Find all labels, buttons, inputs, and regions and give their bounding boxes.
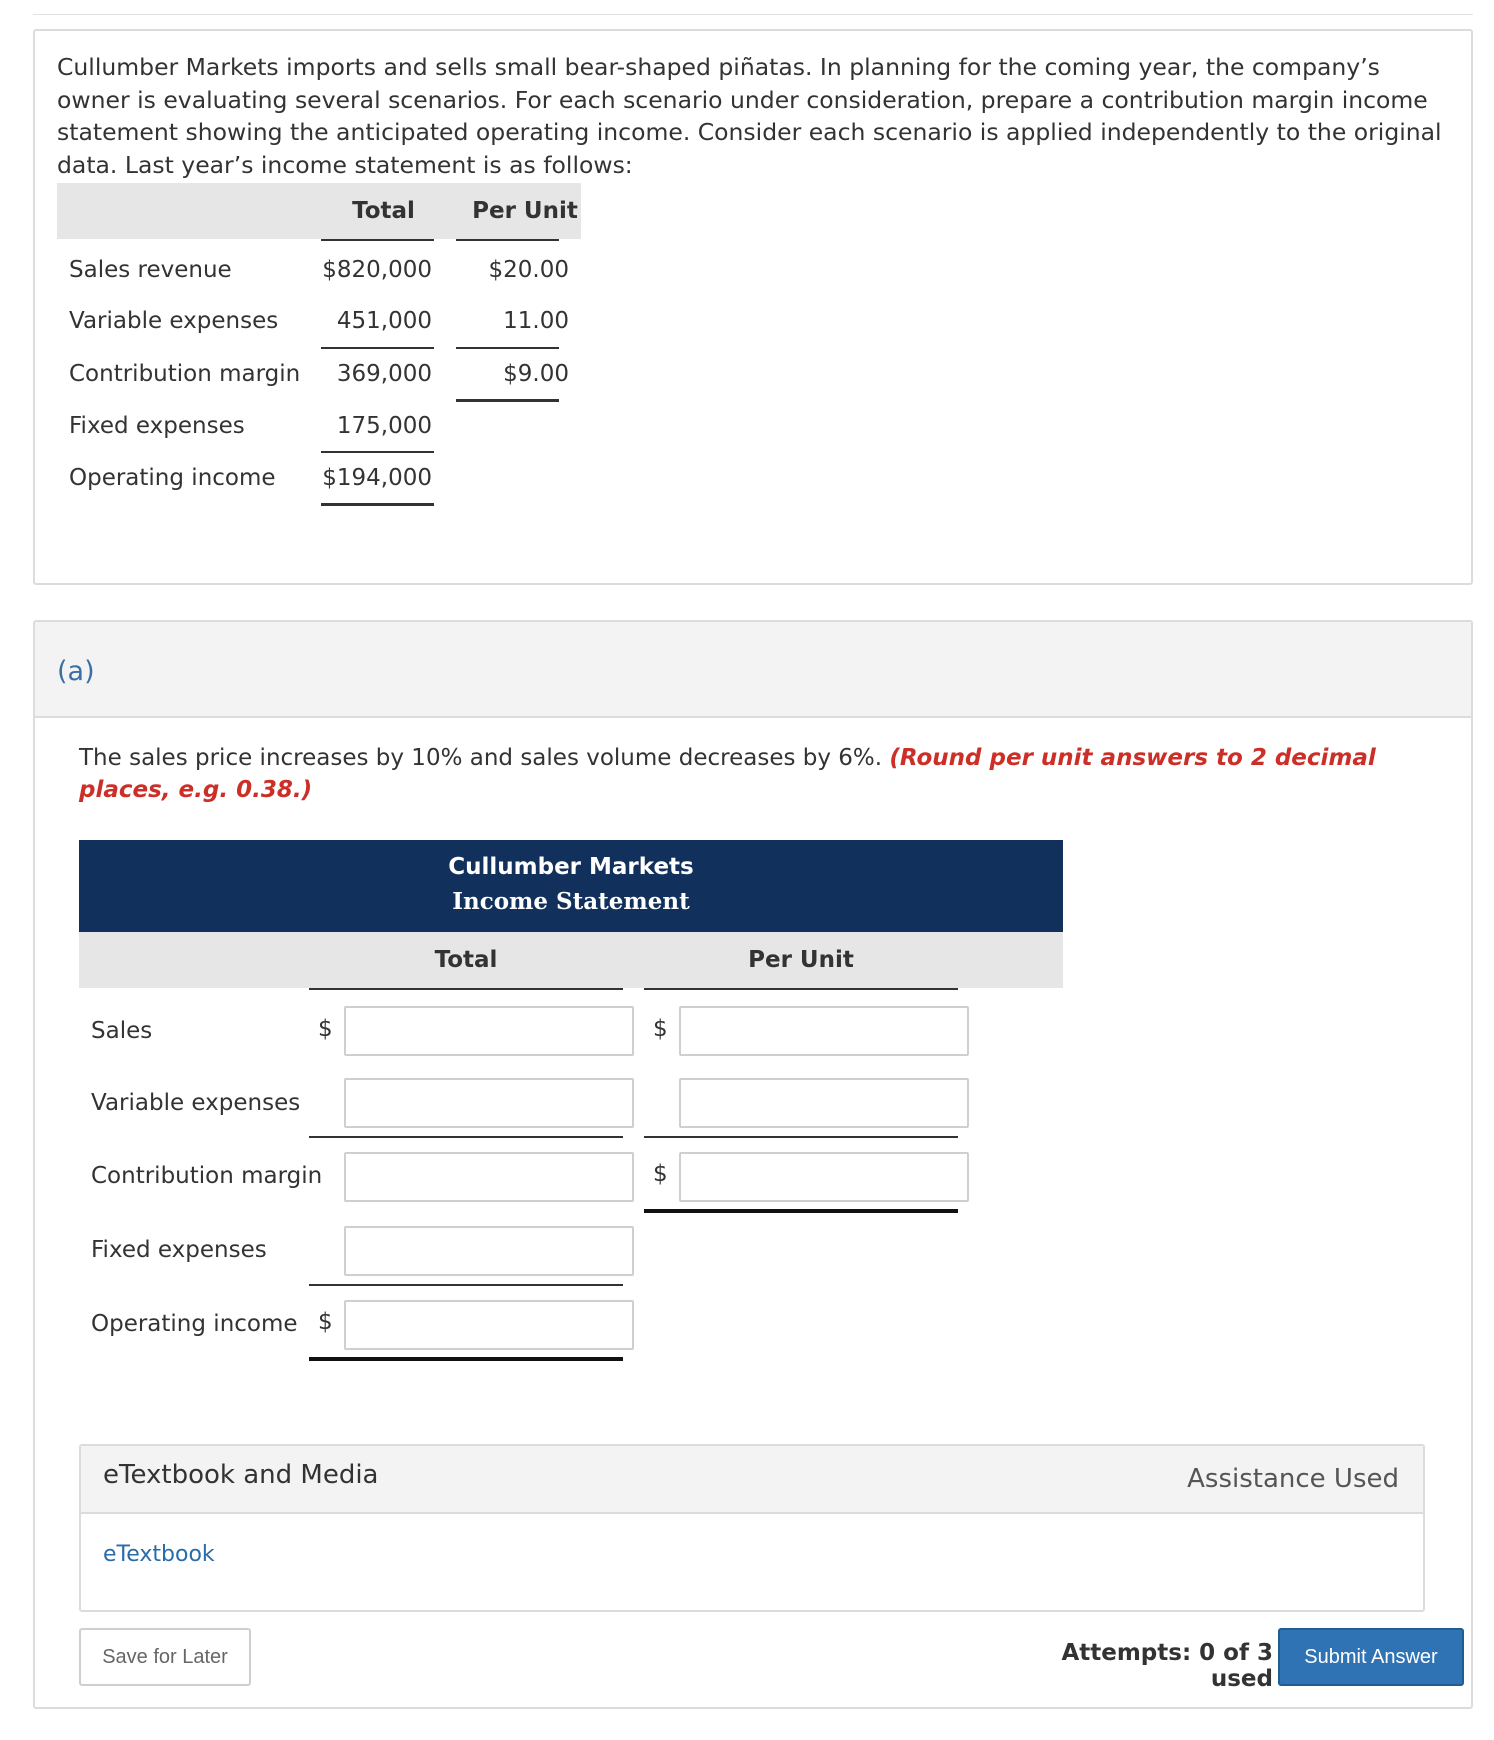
value-cm-per-unit: $9.00 (503, 361, 569, 387)
income-statement-header (79, 840, 1063, 932)
answer-row-label-fixed-expenses: Fixed expenses (91, 1237, 267, 1263)
part-label: (a) (57, 656, 95, 687)
statement-title: Income Statement (452, 888, 690, 915)
row-label-variable-expenses: Variable expenses (69, 308, 279, 334)
value-variable-per-unit: 11.00 (503, 308, 569, 334)
column-header-per-unit: Per Unit (472, 198, 578, 224)
answer-row-label-contribution-margin: Contribution margin (91, 1163, 323, 1189)
value-sales-per-unit: $20.00 (488, 257, 569, 283)
dollar-sign: $ (653, 1161, 668, 1187)
contribution-margin-total-input[interactable] (344, 1152, 634, 1202)
contribution-margin-per-unit-input[interactable] (679, 1152, 969, 1202)
dollar-sign: $ (318, 1016, 333, 1042)
part-a-question (79, 742, 1409, 806)
header-rule-per-unit (644, 988, 958, 990)
sales-per-unit-input[interactable] (679, 1006, 969, 1056)
variable-expenses-total-input[interactable] (344, 1078, 634, 1128)
sales-total-input[interactable] (344, 1006, 634, 1056)
double-rule-per-unit (456, 399, 559, 402)
answer-column-total: Total (434, 947, 498, 973)
etextbook-title: eTextbook and Media (103, 1460, 379, 1490)
top-divider (33, 14, 1473, 15)
header-rule-total (309, 988, 623, 990)
subtotal-rule-total (309, 1136, 623, 1138)
answer-row-label-variable-expenses: Variable expenses (91, 1090, 301, 1116)
subtotal-rule-per-unit (456, 347, 559, 349)
part-a-header (35, 622, 1471, 718)
answer-row-label-sales: Sales (91, 1018, 153, 1044)
dollar-sign: $ (653, 1016, 668, 1042)
dollar-sign: $ (318, 1309, 333, 1335)
etextbook-panel-header (81, 1446, 1423, 1514)
assistance-used-label: Assistance Used (1187, 1464, 1399, 1494)
question-text: The sales price increases by 10% and sales volume decreases by 6%. (79, 745, 883, 771)
part-a-card (33, 620, 1473, 1709)
answer-row-label-operating-income: Operating income (91, 1311, 298, 1337)
operating-income-total-input[interactable] (344, 1300, 634, 1350)
row-label-fixed-expenses: Fixed expenses (69, 413, 245, 439)
subtotal-rule-fixed (309, 1284, 623, 1286)
column-header-total: Total (352, 198, 415, 224)
header-rule-per-unit (456, 239, 559, 241)
variable-expenses-per-unit-input[interactable] (679, 1078, 969, 1128)
save-for-later-button[interactable]: Save for Later (79, 1628, 251, 1686)
subtotal-rule-total (321, 347, 434, 349)
etextbook-link[interactable]: eTextbook (103, 1542, 215, 1567)
double-rule-operating-income (321, 503, 434, 506)
row-label-operating-income: Operating income (69, 465, 276, 491)
value-operating-income-total: $194,000 (322, 465, 432, 491)
double-rule-operating-income (309, 1357, 623, 1361)
value-fixed-total: 175,000 (336, 413, 432, 439)
attempts-counter: Attempts: 0 of 3 used (1061, 1640, 1273, 1692)
fixed-expenses-total-input[interactable] (344, 1226, 634, 1276)
submit-answer-button[interactable]: Submit Answer (1278, 1628, 1464, 1686)
company-name: Cullumber Markets (448, 854, 694, 880)
subtotal-rule-fixed (321, 451, 434, 453)
answer-column-per-unit: Per Unit (748, 947, 854, 973)
rounding-instruction: (Round per unit answers to 2 decimal places, e.g. 0.38.) (79, 745, 1376, 803)
problem-intro: Cullumber Markets imports and sells small bear-shaped piñatas. In planning for the coming year, the company’s owner is evaluating several scenarios. For each scenario under consideration, prepare a contribution margin income statement showing the anticipated operating income. Consider each scenario is applied independently to the original data. Last year’s income statement is as follows: (57, 53, 1442, 179)
subtotal-rule-per-unit (644, 1136, 958, 1138)
last-year-income-table (57, 183, 581, 563)
value-variable-total: 451,000 (336, 308, 432, 334)
header-rule-total (321, 239, 434, 241)
row-label-contribution-margin: Contribution margin (69, 361, 301, 387)
value-cm-total: 369,000 (336, 361, 432, 387)
row-label-sales-revenue: Sales revenue (69, 257, 232, 283)
problem-card (33, 29, 1473, 585)
value-sales-total: $820,000 (322, 257, 432, 283)
double-rule-per-unit (644, 1209, 958, 1213)
etextbook-panel (79, 1444, 1425, 1612)
